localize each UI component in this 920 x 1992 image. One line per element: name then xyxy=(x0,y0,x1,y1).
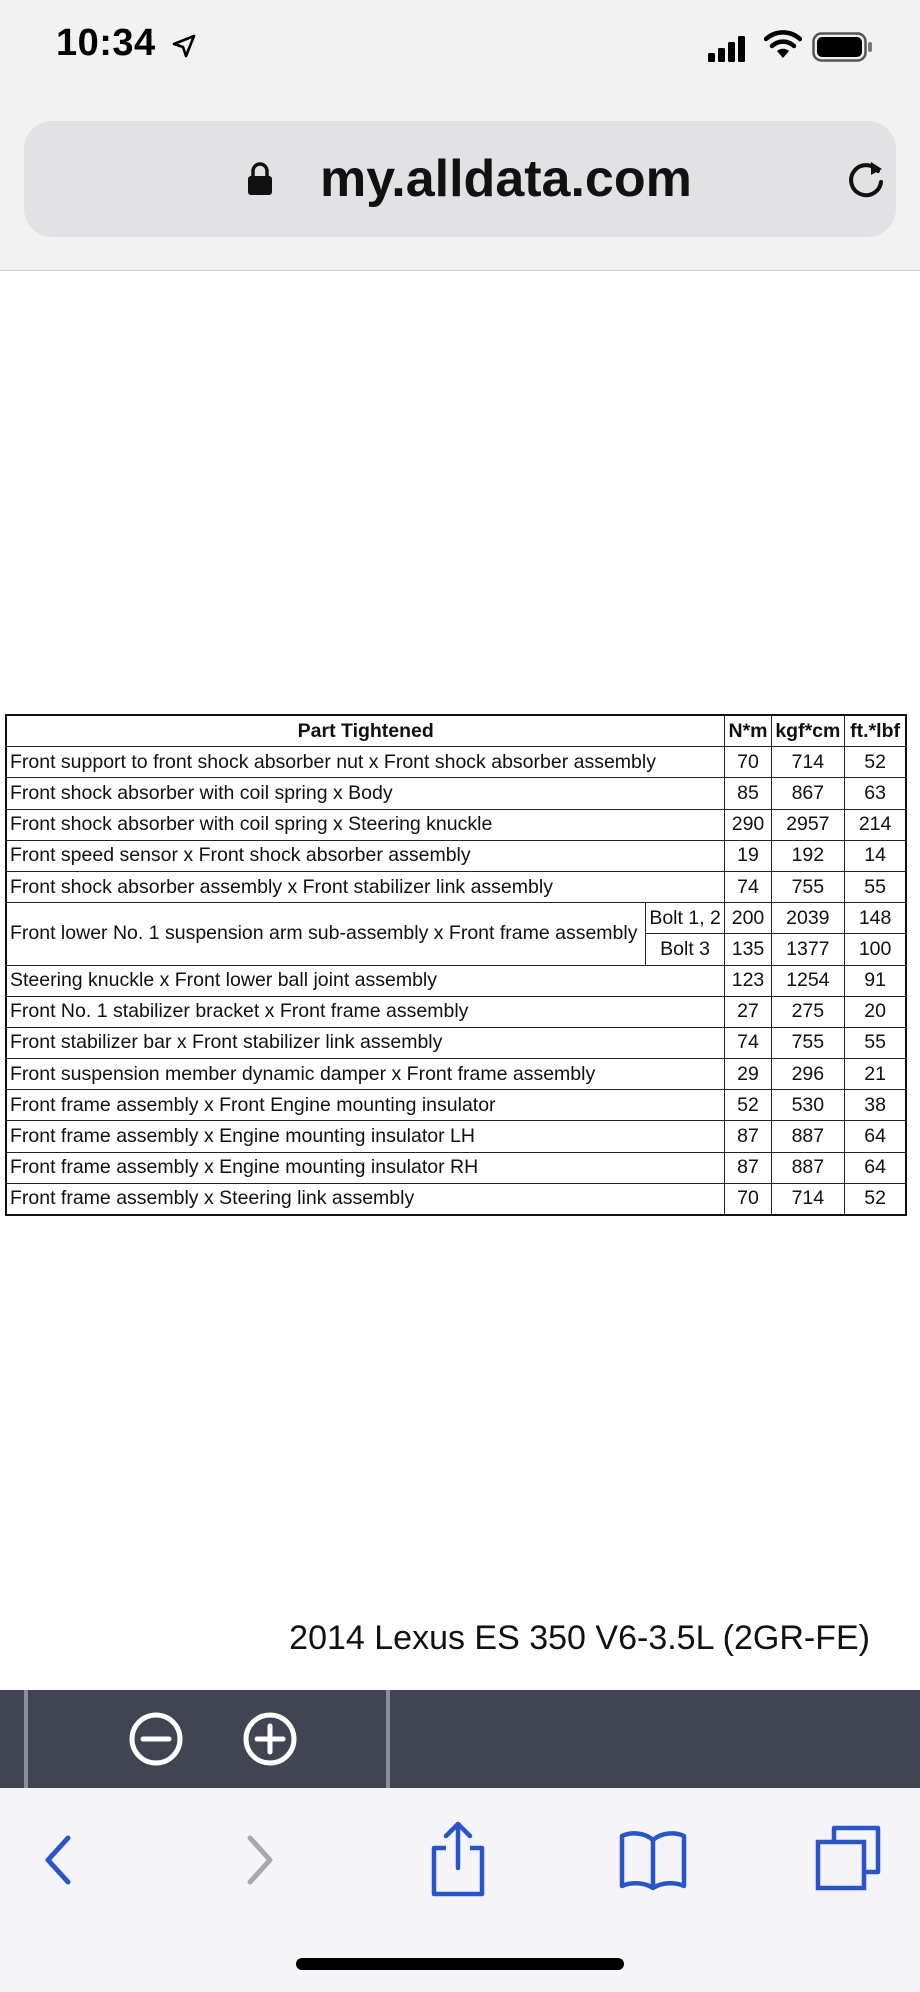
nm-cell: 87 xyxy=(725,1152,771,1183)
part-cell: Front frame assembly x Steering link assembly xyxy=(6,1183,725,1215)
table-row xyxy=(6,747,906,778)
part-cell: Front shock absorber with coil spring x Steering knuckle xyxy=(6,809,725,840)
ftlbf-cell: 14 xyxy=(845,840,906,871)
nm-cell: 290 xyxy=(725,809,771,840)
kgfcm-cell: 296 xyxy=(771,1059,845,1090)
ftlbf-cell: 55 xyxy=(845,871,906,902)
part-cell: Front stabilizer bar x Front stabilizer link assembly xyxy=(6,1027,725,1058)
table-row xyxy=(6,1152,906,1183)
ftlbf-cell: 52 xyxy=(845,1183,906,1215)
table-row xyxy=(6,996,906,1027)
zoom-divider xyxy=(386,1690,390,1788)
ftlbf-cell: 20 xyxy=(845,996,906,1027)
nm-cell: 74 xyxy=(725,1027,771,1058)
status-bar xyxy=(0,0,920,100)
table-row xyxy=(6,1027,906,1058)
table-row xyxy=(6,840,906,871)
nm-cell: 74 xyxy=(725,871,771,902)
header-nm: N*m xyxy=(725,715,771,747)
ftlbf-cell: 21 xyxy=(845,1059,906,1090)
table-row xyxy=(6,1059,906,1090)
nm-cell: 70 xyxy=(725,1183,771,1215)
nm-cell: 52 xyxy=(725,1090,771,1121)
part-cell: Front speed sensor x Front shock absorber assembly xyxy=(6,840,725,871)
ftlbf-cell: 55 xyxy=(845,1027,906,1058)
table-row xyxy=(6,1090,906,1121)
address-area xyxy=(0,100,920,271)
table-row xyxy=(6,1183,906,1215)
table-row xyxy=(6,1121,906,1152)
kgfcm-cell: 867 xyxy=(771,778,845,809)
url-text[interactable]: my.alldata.com xyxy=(320,150,692,208)
bolt-label-cell: Bolt 3 xyxy=(645,934,725,965)
tabs-icon[interactable] xyxy=(814,1824,882,1892)
part-cell: Steering knuckle x Front lower ball joint assembly xyxy=(6,965,725,996)
kgfcm-cell: 887 xyxy=(771,1152,845,1183)
battery-icon xyxy=(812,32,874,62)
ftlbf-cell: 100 xyxy=(845,934,906,965)
kgfcm-cell: 887 xyxy=(771,1121,845,1152)
nm-cell: 200 xyxy=(725,903,771,934)
ftlbf-cell: 148 xyxy=(845,903,906,934)
table-header-row xyxy=(6,715,906,747)
forward-icon[interactable] xyxy=(240,1830,280,1890)
back-icon[interactable] xyxy=(38,1830,78,1890)
part-cell: Front shock absorber with coil spring x Body xyxy=(6,778,725,809)
kgfcm-cell: 714 xyxy=(771,1183,845,1215)
part-cell: Front shock absorber assembly x Front stabilizer link assembly xyxy=(6,871,725,902)
part-cell: Front suspension member dynamic damper x Front frame assembly xyxy=(6,1059,725,1090)
table-row xyxy=(6,809,906,840)
kgfcm-cell: 192 xyxy=(771,840,845,871)
kgfcm-cell: 1377 xyxy=(771,934,845,965)
nm-cell: 85 xyxy=(725,778,771,809)
kgfcm-cell: 755 xyxy=(771,1027,845,1058)
part-cell: Front support to front shock absorber nut x Front shock absorber assembly xyxy=(6,747,725,778)
share-icon[interactable] xyxy=(428,1818,488,1898)
home-indicator[interactable] xyxy=(296,1958,624,1970)
table-row xyxy=(6,965,906,996)
kgfcm-cell: 2957 xyxy=(771,809,845,840)
lock-icon xyxy=(246,161,274,197)
wifi-icon xyxy=(764,30,802,60)
status-time: 10:34 xyxy=(56,22,156,64)
torque-spec-table xyxy=(5,714,907,1216)
page-content xyxy=(0,271,920,1690)
ftlbf-cell: 38 xyxy=(845,1090,906,1121)
nm-cell: 87 xyxy=(725,1121,771,1152)
ftlbf-cell: 63 xyxy=(845,778,906,809)
ftlbf-cell: 214 xyxy=(845,809,906,840)
part-cell: Front frame assembly x Front Engine mounting insulator xyxy=(6,1090,725,1121)
kgfcm-cell: 275 xyxy=(771,996,845,1027)
reload-icon[interactable] xyxy=(844,157,888,201)
part-cell: Front No. 1 stabilizer bracket x Front frame assembly xyxy=(6,996,725,1027)
location-arrow-icon xyxy=(172,34,196,58)
table-row xyxy=(6,778,906,809)
zoom-bar xyxy=(0,1690,920,1788)
kgfcm-cell: 714 xyxy=(771,747,845,778)
address-bar[interactable] xyxy=(24,121,896,237)
vehicle-caption: 2014 Lexus ES 350 V6-3.5L (2GR-FE) xyxy=(289,1619,870,1657)
nm-cell: 135 xyxy=(725,934,771,965)
header-kgfcm: kgf*cm xyxy=(771,715,845,747)
nm-cell: 27 xyxy=(725,996,771,1027)
part-cell: Front frame assembly x Engine mounting insulator LH xyxy=(6,1121,725,1152)
part-cell: Front frame assembly x Engine mounting insulator RH xyxy=(6,1152,725,1183)
bolt-label-cell: Bolt 1, 2 xyxy=(645,903,725,934)
nm-cell: 19 xyxy=(725,840,771,871)
table-row xyxy=(6,871,906,902)
zoom-out-icon[interactable] xyxy=(128,1711,184,1767)
part-cell: Front lower No. 1 suspension arm sub-assembly x Front frame assembly xyxy=(6,903,645,965)
kgfcm-cell: 1254 xyxy=(771,965,845,996)
ftlbf-cell: 52 xyxy=(845,747,906,778)
bookmarks-icon[interactable] xyxy=(618,1828,688,1892)
nm-cell: 29 xyxy=(725,1059,771,1090)
header-part: Part Tightened xyxy=(6,715,725,747)
kgfcm-cell: 530 xyxy=(771,1090,845,1121)
header-ftlbf: ft.*lbf xyxy=(845,715,906,747)
zoom-divider xyxy=(24,1690,28,1788)
kgfcm-cell: 2039 xyxy=(771,903,845,934)
nm-cell: 70 xyxy=(725,747,771,778)
ftlbf-cell: 91 xyxy=(845,965,906,996)
ftlbf-cell: 64 xyxy=(845,1152,906,1183)
browser-toolbar xyxy=(0,1788,920,1992)
kgfcm-cell: 755 xyxy=(771,871,845,902)
table-row xyxy=(6,903,906,934)
ftlbf-cell: 64 xyxy=(845,1121,906,1152)
nm-cell: 123 xyxy=(725,965,771,996)
cellular-signal-icon xyxy=(708,36,748,62)
zoom-in-icon[interactable] xyxy=(242,1711,298,1767)
